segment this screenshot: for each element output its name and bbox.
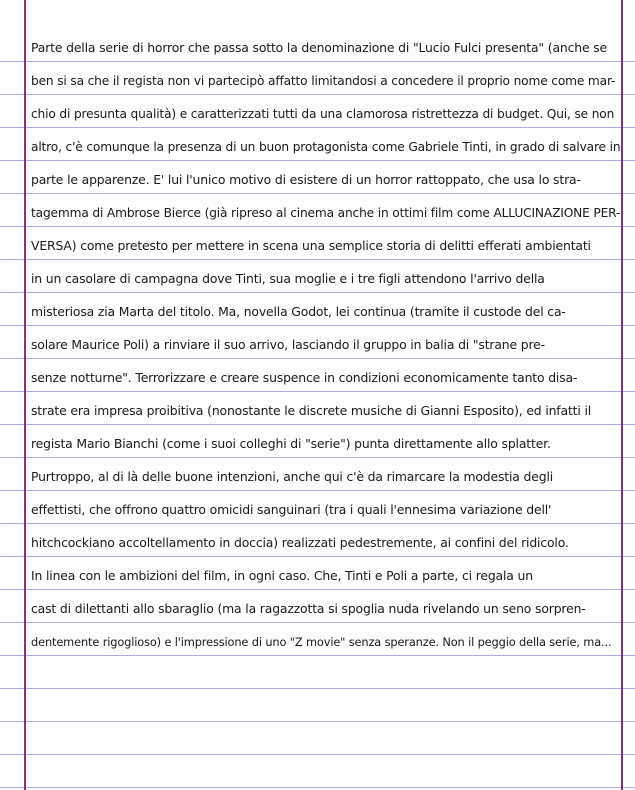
text-line-7: VERSA) come pretesto per mettere in scena una semplice storia di delitti efferati ambientati (31, 238, 591, 253)
text-line-17: In linea con le ambizioni del film, in ogni caso. Che, Tinti e Poli a parte, ci regala un (31, 568, 533, 583)
handwritten-text (29, 37, 621, 664)
right-margin-line (621, 0, 623, 790)
text-line-13: regista Mario Bianchi (come i suoi colleghi di "serie") punta direttamente allo splatter. (31, 436, 551, 451)
text-line-12: strate era impresa proibitiva (nonostante le discrete musiche di Gianni Esposito), ed infatti il (31, 403, 592, 418)
text-line-4: altro, c'è comunque la presenza di un buon protagonista come Gabriele Tinti, in grado di salvare in (31, 140, 621, 154)
text-line-14: Purtroppo, al di là delle buone intenzioni, anche qui c'è da rimarcare la modestia degli (31, 469, 554, 484)
text-line-16: hitchcockiano accoltellamento in doccia) realizzati pedestremente, ai confini del ridicolo. (31, 535, 569, 550)
page-top-margin (0, 0, 635, 29)
text-line-11: senze notturne". Terrorizzare e creare suspence in condizioni economicamente tanto disa- (31, 370, 578, 385)
text-line-8: in un casolare di campagna dove Tinti, sua moglie e i tre figli attendono l'arrivo della (31, 271, 545, 286)
text-line-15: effettisti, che offrono quattro omicidi sanguinari (tra i quali l'ennesima variazione dell' (31, 502, 552, 517)
text-line-10: solare Maurice Poli) a rinviare il suo arrivo, lasciando il gruppo in balia di "strane pre- (31, 337, 545, 352)
text-line-2: ben si sa che il regista non vi partecipò affatto limitandosi a concedere il proprio nome come mar- (31, 74, 616, 88)
text-line-6: tagemma di Ambrose Bierce (già ripreso al cinema anche in ottimi film come ALLUCINAZIONE PER- (31, 206, 621, 220)
text-line-3: chio di presunta qualità) e caratterizzati tutti da una clamorosa ristrettezza di budget. Qui, se non (31, 107, 615, 121)
text-line-1: Parte della serie di horror che passa sotto la denominazione di "Lucio Fulci presenta" (anche se (31, 40, 608, 55)
text-line-19: dentemente rigoglioso) e l'impressione di uno "Z movie" senza speranze. Non il peggio della serie, ma... (31, 635, 612, 649)
text-line-9: misteriosa zia Marta del titolo. Ma, novella Godot, lei continua (tramite il custode del ca- (31, 304, 566, 319)
text-line-5: parte le apparenze. E' lui l'unico motivo di esistere di un horror rattoppato, che usa lo stra- (31, 172, 581, 187)
text-line-18: cast di dilettanti allo sbaraglio (ma la ragazzotta si spoglia nuda rivelando un seno sorpren- (31, 601, 586, 616)
left-margin-line (24, 0, 26, 790)
